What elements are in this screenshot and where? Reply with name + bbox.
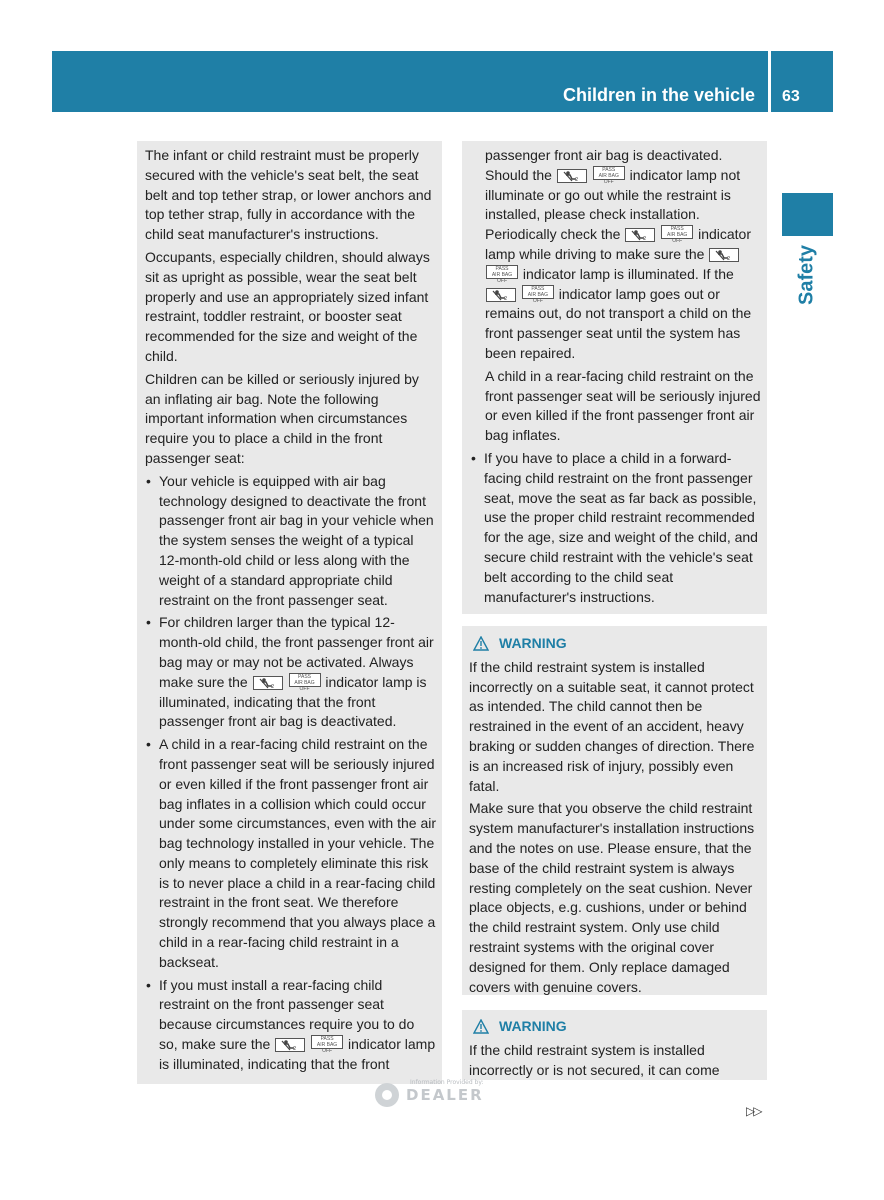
pass-airbag-off-icon: PASS AIR BAG OFF bbox=[661, 225, 693, 239]
warning-triangle-icon bbox=[473, 1019, 489, 1034]
warning-box bbox=[462, 1010, 767, 1080]
warning-triangle-icon bbox=[473, 636, 489, 651]
list-item: • If you must install a rear-facing child restraint on the front passenger seat because circumstances require you to do so, make sure the 2 PASS AIR BAG OFF indicator lamp is illuminated, indicating that the front bbox=[146, 976, 436, 1072]
svg-text:2: 2 bbox=[293, 1046, 297, 1052]
svg-text:2: 2 bbox=[504, 295, 508, 301]
pass-airbag-off-icon: PASS AIR BAG OFF bbox=[311, 1035, 343, 1049]
paragraph: Children can be killed or seriously injured by an inflating air bag. Note the following important information when circumstances require you to place a child in the front passenger seat: bbox=[145, 370, 419, 466]
list-item: • Your vehicle is equipped with air bag technology designed to deactivate the front passenger front air bag in your vehicle when the system senses the weight of a typical 12-month-old child or less along with the weight of a standard appropriate child restraint on the front passenger seat. bbox=[146, 472, 434, 608]
left-column bbox=[137, 141, 442, 1084]
child-seat-icon bbox=[557, 169, 587, 183]
svg-text:2: 2 bbox=[270, 683, 274, 689]
child-seat-icon bbox=[486, 288, 516, 302]
paragraph: The infant or child restraint must be properly secured with the vehicle's seat belt, the seat belt and top tether strap, or lower anchors and top tether strap, fully in accordance with the child seat manufacturer's instructions. bbox=[145, 147, 432, 243]
page-title: Children in the vehicle bbox=[562, 85, 755, 105]
header-bar bbox=[52, 51, 833, 112]
pass-airbag-off-icon: PASS AIR BAG OFF bbox=[593, 166, 625, 180]
pass-airbag-off-icon: PASS AIR BAG OFF bbox=[522, 285, 554, 299]
svg-text:2: 2 bbox=[727, 255, 731, 261]
child-seat-icon bbox=[625, 228, 655, 242]
list-item-text: indicator lamp is illuminated, indicating that the front bbox=[159, 1036, 436, 1072]
pass-airbag-off-icon: PASS AIR BAG OFF bbox=[289, 673, 321, 687]
page-number: 63 bbox=[782, 88, 800, 105]
watermark-brand: DEALER bbox=[406, 1086, 484, 1104]
right-column bbox=[462, 141, 767, 614]
list-item: • If you have to place a child in a forward-facing child restraint on the front passenger seat, move the seat as far back as possible, use the proper child restraint recommended for the age, size and weight of the child, and secure child restraint with the vehicle's seat belt according to the child seat manufacturer's instructions. bbox=[471, 449, 758, 605]
list-item-text: Your vehicle is equipped with air bag technology designed to deactivate the front passenger front air bag in your vehicle when the system senses the weight of a typical 12-month-old child or less along with the weight of a standard appropriate child restraint on the front passenger seat. bbox=[159, 472, 434, 608]
pass-airbag-off-icon: PASS AIR BAG OFF bbox=[486, 265, 518, 279]
child-seat-icon bbox=[253, 676, 283, 690]
svg-text:2: 2 bbox=[643, 236, 647, 242]
dealer-watermark bbox=[372, 1075, 512, 1109]
warning-title: WARNING bbox=[499, 635, 567, 651]
warning-heading bbox=[473, 1017, 761, 1037]
list-item-text: If you must install a rear-facing child restraint on the front passenger seat because circumstances require you to do so, make sure the bbox=[159, 976, 415, 1053]
svg-text:2: 2 bbox=[574, 176, 579, 182]
child-seat-icon bbox=[709, 248, 739, 262]
list-item-text: If you have to place a child in a forward-facing child restraint on the front passenger seat, move the seat as far back as possible, use the proper child restraint recommended for the age, size and weight of the child, and secure child restraint with the vehicle's seat belt according to the child seat manufacturer's instructions. bbox=[484, 449, 758, 605]
warning-heading bbox=[473, 634, 761, 654]
child-seat-icon bbox=[275, 1038, 305, 1052]
watermark-caption: Information Provided by: bbox=[410, 1079, 484, 1086]
warning-box bbox=[462, 626, 767, 995]
header-separator bbox=[768, 51, 771, 112]
paragraph: Make sure that you observe the child restraint system manufacturer's installation instructions and the notes on use. Please ensure, that the base of the child restraint system is always resting completely on the seat cushion. Never place objects, e.g. cushions, under or behind the child restraint system. Only use child restraint systems with the original cover designed for them. Only replace damaged covers with genuine covers. bbox=[469, 800, 755, 995]
paragraph: If the child restraint system is installed incorrectly or is not secured, it can come bbox=[469, 1041, 720, 1078]
list-item-text: For children larger than the typical 12-month-old child, the front passenger front air bag may or may not be activated. Always make sure the bbox=[159, 614, 434, 690]
list-item-text: indicator lamp is illuminated, indicating that the front passenger front air bag is deactivated. bbox=[159, 673, 427, 730]
paragraph: passenger front air bag is deactivated. Should the 2 PASS AIR BAG OFF indicator lamp not illuminate or go out while the restraint is installed, please check installation. Periodically check the 2 PASS AIR BAG OFF indicator lamp while driving to make sure the 2 PASS AIR BAG OFF indicator lamp is illuminated. If the 2 PASS AIR BAG OFF indicator lamp goes out or remains out, do not transport a child on the front passenger seat until the system has been repaired. bbox=[485, 147, 752, 361]
warning-title: WARNING bbox=[499, 1018, 567, 1034]
list-item: • A child in a rear-facing child restraint on the front passenger seat will be seriously injured or even killed if the front passenger front air bag inflates in a collision which could occur under some circumstances, even with the air bag technology installed in your vehicle. The only means to completely eliminate this risk is to never place a child in a rear-facing child restraint in the front seat. We therefore strongly recommend that you always place a child in a rear-facing child restraint in a backseat. bbox=[146, 736, 437, 970]
continue-arrows: ▷▷ bbox=[746, 1104, 761, 1118]
section-label: Safety bbox=[795, 244, 818, 306]
list-item: • For children larger than the typical 12-month-old child, the front passenger front air bag may or may not be activated. Always make sure the 2 PASS AIR BAG OFF indicator lamp is illuminated, indicating that the front passenger front air bag is deactivated. bbox=[146, 614, 434, 730]
paragraph: If the child restraint system is installed incorrectly on a suitable seat, it cannot protect as intended. The child cannot then be restrained in the event of an accident, heavy braking or sudden changes of direction. There is an increased risk of injury, possibly even fatal. bbox=[469, 658, 755, 794]
list-item-text: A child in a rear-facing child restraint on the front passenger seat will be seriously injured or even killed if the front passenger front air bag inflates in a collision which could occur under some circumstances, even with the air bag technology installed in your vehicle. The only means to completely eliminate this risk is to never place a child in a rear-facing child restraint in the front seat. We therefore strongly recommend that you always place a child in a rear-facing child restraint in a backseat. bbox=[159, 736, 437, 970]
paragraph: A child in a rear-facing child restraint on the front passenger seat will be seriously injured or even killed if the front passenger front air bag inflates. bbox=[485, 367, 761, 444]
section-tab bbox=[782, 193, 833, 236]
paragraph: Occupants, especially children, should always sit as upright as possible, wear the seat belt properly and use an appropriately sized infant restraint, toddler restraint, or booster seat recommended for the size and weight of the child. bbox=[145, 248, 430, 364]
